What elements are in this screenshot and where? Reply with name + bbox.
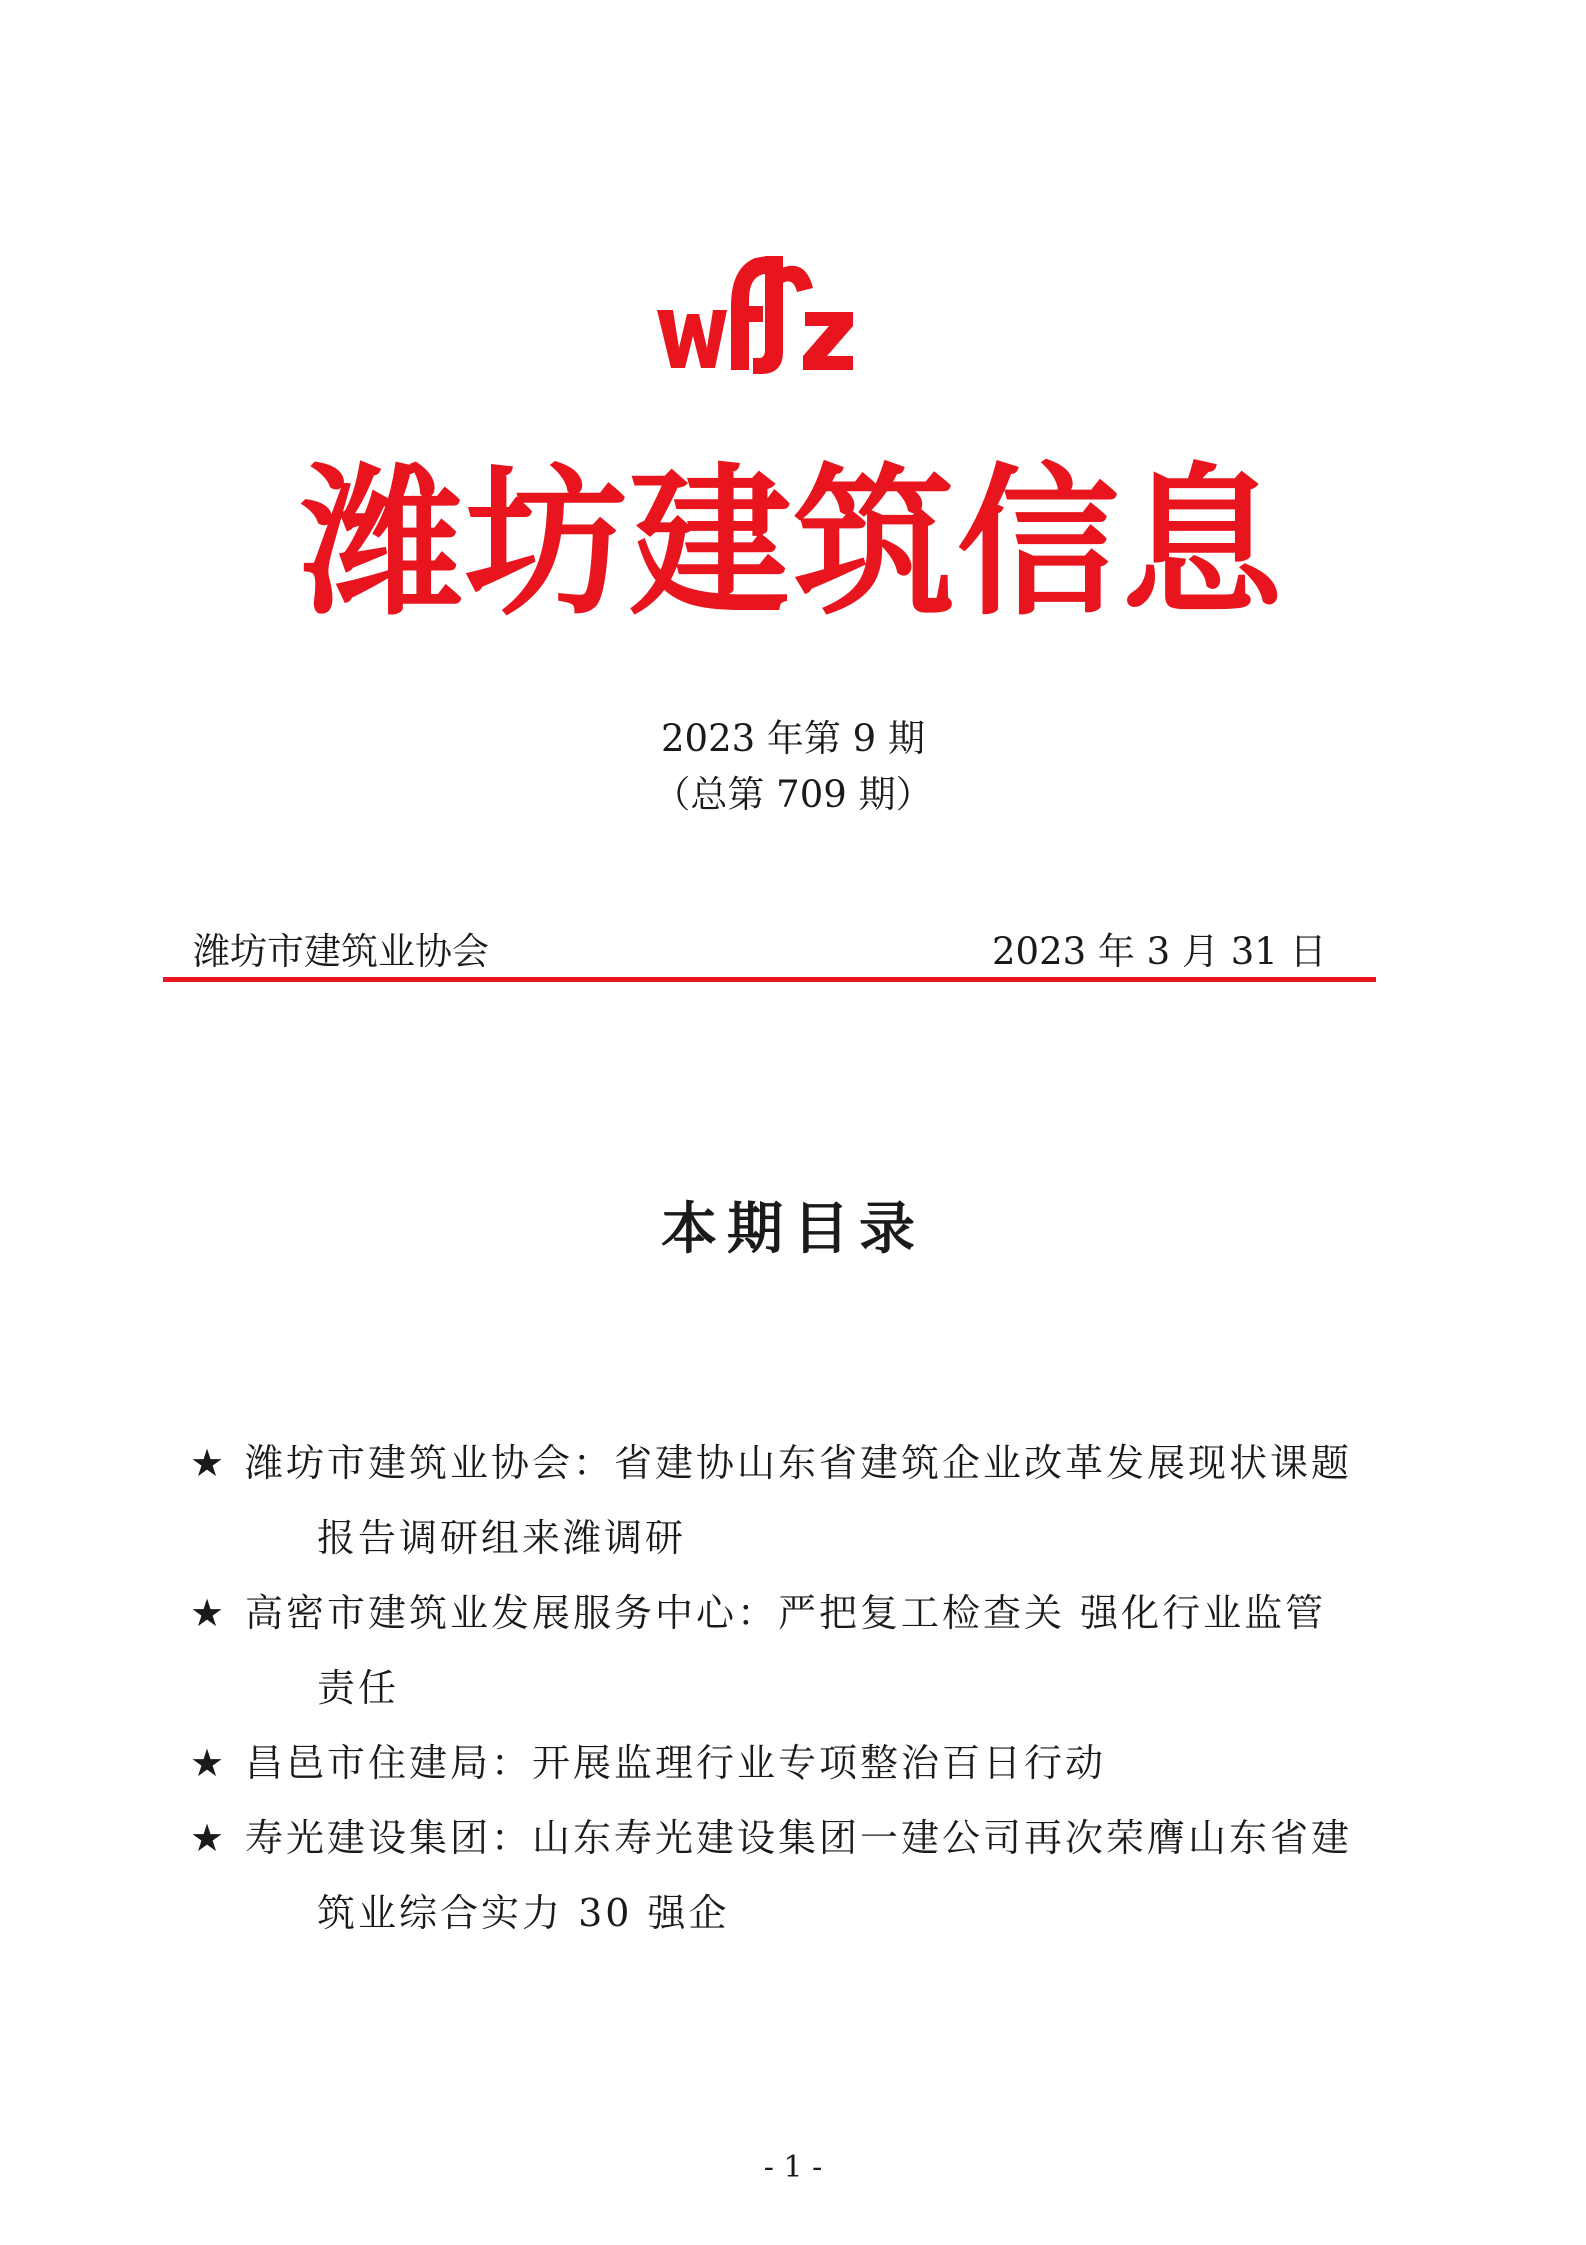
star-bullet: ★ — [190, 1441, 225, 1485]
issue-total-number: （总第 709 期） — [653, 773, 933, 816]
toc-item-text-continued: 报告调研组来潍调研 — [317, 1516, 687, 1560]
toc-list — [190, 1426, 1420, 1951]
toc-item-text: 潍坊市建筑业协会：省建协山东省建筑企业改革发展现状课题 — [245, 1441, 1353, 1485]
toc-title: 本期目录 — [661, 1196, 925, 1262]
toc-item — [190, 1726, 1420, 1801]
publish-date: 2023 年 3 月 31 日 — [992, 930, 1327, 973]
toc-item — [190, 1426, 1420, 1576]
toc-item-text-continued: 筑业综合实力 30 强企 — [317, 1891, 730, 1935]
toc-item-text: 高密市建筑业发展服务中心：严把复工检查关 强化行业监管 — [245, 1591, 1327, 1635]
wfjz-logo — [655, 248, 860, 378]
toc-item-text: 昌邑市住建局：开展监理行业专项整治百日行动 — [245, 1741, 1107, 1785]
page-number: - 1 - — [763, 2150, 823, 2185]
toc-item — [190, 1576, 1420, 1726]
toc-item-text-continued: 责任 — [317, 1666, 400, 1710]
star-bullet: ★ — [190, 1741, 225, 1785]
star-bullet: ★ — [190, 1816, 225, 1860]
toc-item — [190, 1801, 1420, 1951]
toc-item-text: 寿光建设集团：山东寿光建设集团一建公司再次荣膺山东省建 — [245, 1816, 1353, 1860]
publisher-org: 潍坊市建筑业协会 — [193, 930, 489, 973]
issue-number: 2023 年第 9 期 — [661, 717, 925, 760]
star-bullet: ★ — [190, 1591, 225, 1635]
masthead-title: 潍坊建筑信息 — [301, 448, 1285, 638]
header-divider — [163, 977, 1376, 982]
